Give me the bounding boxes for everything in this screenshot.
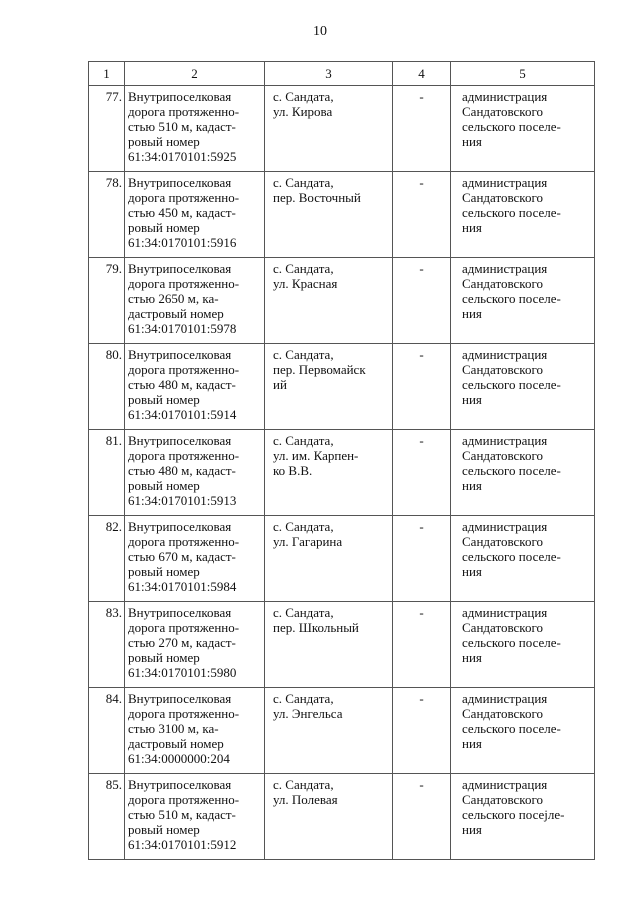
cell-line: ния (462, 478, 482, 493)
owner-cell (451, 258, 595, 344)
cell-line: ул. им. Карпен- (273, 448, 359, 463)
cell-line: с. Сандата, (273, 519, 334, 534)
cell-line: Сандатовского (462, 448, 543, 463)
cell-line: сельского поселе- (462, 721, 561, 736)
cell-line: дорога протяженно- (128, 706, 240, 721)
column-header: 2 (125, 62, 265, 86)
column-header: 5 (451, 62, 595, 86)
row-number-cell: 81. (89, 430, 125, 516)
registry-table (88, 61, 595, 860)
cell-line: ния (462, 134, 482, 149)
owner-cell (451, 774, 595, 860)
cell-line: ния (462, 220, 482, 235)
object-name-cell (125, 172, 265, 258)
owner-cell (451, 688, 595, 774)
cell-line: с. Сандата, (273, 777, 334, 792)
cell-line: стью 480 м, кадаст- (128, 377, 236, 392)
owner-cell (451, 86, 595, 172)
object-name-cell (125, 430, 265, 516)
cell-line: Внутрипоселковая (128, 175, 232, 190)
cell-line: администрация (462, 175, 548, 190)
column-4-cell: - (393, 344, 451, 430)
cell-line: Сандатовского (462, 534, 543, 549)
cell-line: ровый номер (128, 564, 200, 579)
column-4-cell: - (393, 258, 451, 344)
cell-line: 61:34:0170101:5978 (128, 321, 237, 336)
location-cell (265, 344, 393, 430)
cell-line: стью 480 м, кадаст- (128, 463, 236, 478)
cell-line: стью 270 м, кадаст- (128, 635, 236, 650)
cell-line: ровый номер (128, 478, 200, 493)
cell-line: дорога протяженно- (128, 448, 240, 463)
cell-line: стью 510 м, кадаст- (128, 119, 236, 134)
cell-line: ко В.В. (273, 463, 313, 478)
table-row (89, 688, 595, 774)
cell-line: стью 2650 м, ка- (128, 291, 219, 306)
row-number-cell: 79. (89, 258, 125, 344)
page-number: 10 (313, 24, 327, 39)
cell-line: Внутрипоселковая (128, 691, 232, 706)
cell-line: ий (273, 377, 287, 392)
table-row (89, 172, 595, 258)
cell-line: пер. Восточный (273, 190, 361, 205)
location-cell (265, 258, 393, 344)
owner-cell (451, 430, 595, 516)
cell-line: дорога протяженно- (128, 620, 240, 635)
cell-line: ровый номер (128, 650, 200, 665)
cell-line: ния (462, 392, 482, 407)
object-name-cell (125, 516, 265, 602)
cell-line: дорога протяженно- (128, 190, 240, 205)
table-header-row (89, 62, 595, 86)
row-number-cell: 84. (89, 688, 125, 774)
cell-line: 61:34:0170101:5914 (128, 407, 237, 422)
object-name-cell (125, 774, 265, 860)
cell-line: сельского поселе- (462, 463, 561, 478)
cell-line: администрация (462, 777, 548, 792)
location-cell (265, 430, 393, 516)
cell-line: Внутрипоселковая (128, 433, 232, 448)
cell-line: ния (462, 822, 482, 837)
cell-line: 61:34:0170101:5980 (128, 665, 237, 680)
cell-line: 61:34:0170101:5916 (128, 235, 237, 250)
table-row (89, 430, 595, 516)
location-cell (265, 688, 393, 774)
cell-line: Сандатовского (462, 792, 543, 807)
cell-line: с. Сандата, (273, 261, 334, 276)
row-number-cell: 78. (89, 172, 125, 258)
cell-line: администрация (462, 519, 548, 534)
owner-cell (451, 344, 595, 430)
cell-line: стью 3100 м, ка- (128, 721, 219, 736)
cell-line: 61:34:0170101:5913 (128, 493, 237, 508)
cell-line: ровый номер (128, 822, 200, 837)
cell-line: ул. Кирова (273, 104, 333, 119)
object-name-cell (125, 258, 265, 344)
cell-line: ния (462, 650, 482, 665)
cell-line: Сандатовского (462, 104, 543, 119)
location-cell (265, 602, 393, 688)
cell-line: 61:34:0170101:5925 (128, 149, 237, 164)
cell-line: администрация (462, 433, 548, 448)
table-row (89, 774, 595, 860)
column-4-cell: - (393, 172, 451, 258)
cell-line: с. Сандата, (273, 691, 334, 706)
cell-line: сельского поселе- (462, 291, 561, 306)
cell-line: ровый номер (128, 392, 200, 407)
row-number-cell: 80. (89, 344, 125, 430)
cell-line: 61:34:0170101:5912 (128, 837, 237, 852)
cell-line: ул. Красная (273, 276, 338, 291)
object-name-cell (125, 688, 265, 774)
table-row (89, 86, 595, 172)
column-4-cell: - (393, 430, 451, 516)
object-name-cell (125, 344, 265, 430)
cell-line: пер. Школьный (273, 620, 359, 635)
cell-line: сельского посеjле- (462, 807, 565, 822)
cell-line: ул. Полевая (273, 792, 338, 807)
cell-line: администрация (462, 605, 548, 620)
cell-line: дастровый номер (128, 306, 224, 321)
object-name-cell (125, 86, 265, 172)
cell-line: администрация (462, 261, 548, 276)
cell-line: администрация (462, 691, 548, 706)
table-row (89, 258, 595, 344)
table-row (89, 602, 595, 688)
cell-line: Сандатовского (462, 362, 543, 377)
location-cell (265, 774, 393, 860)
row-number-cell: 77. (89, 86, 125, 172)
cell-line: дорога протяженно- (128, 276, 240, 291)
cell-line: Внутрипоселковая (128, 777, 232, 792)
cell-line: сельского поселе- (462, 119, 561, 134)
row-number-cell: 85. (89, 774, 125, 860)
column-4-cell: - (393, 602, 451, 688)
cell-line: 61:34:0000000:204 (128, 751, 230, 766)
cell-line: сельского поселе- (462, 377, 561, 392)
owner-cell (451, 516, 595, 602)
cell-line: сельского поселе- (462, 635, 561, 650)
cell-line: стью 450 м, кадаст- (128, 205, 236, 220)
owner-cell (451, 172, 595, 258)
cell-line: с. Сандата, (273, 175, 334, 190)
column-header: 1 (89, 62, 125, 86)
cell-line: Сандатовского (462, 620, 543, 635)
cell-line: с. Сандата, (273, 347, 334, 362)
cell-line: пер. Первомайск (273, 362, 366, 377)
cell-line: Сандатовского (462, 276, 543, 291)
column-header: 3 (265, 62, 393, 86)
cell-line: Внутрипоселковая (128, 261, 232, 276)
location-cell (265, 516, 393, 602)
cell-line: Внутрипоселковая (128, 89, 232, 104)
row-number-cell: 83. (89, 602, 125, 688)
cell-line: администрация (462, 347, 548, 362)
location-cell (265, 172, 393, 258)
cell-line: дорога протяженно- (128, 362, 240, 377)
cell-line: ул. Гагарина (273, 534, 343, 549)
table-row (89, 516, 595, 602)
cell-line: с. Сандата, (273, 605, 334, 620)
cell-line: дорога протяженно- (128, 104, 240, 119)
row-number-cell: 82. (89, 516, 125, 602)
cell-line: ровый номер (128, 220, 200, 235)
cell-line: Сандатовского (462, 706, 543, 721)
cell-line: Внутрипоселковая (128, 605, 232, 620)
cell-line: ния (462, 306, 482, 321)
cell-line: Внутрипоселковая (128, 347, 232, 362)
column-4-cell: - (393, 774, 451, 860)
object-name-cell (125, 602, 265, 688)
cell-line: ул. Энгельса (273, 706, 343, 721)
cell-line: ния (462, 736, 482, 751)
cell-line: дорога протяженно- (128, 534, 240, 549)
cell-line: дастровый номер (128, 736, 224, 751)
cell-line: с. Сандата, (273, 89, 334, 104)
cell-line: стью 670 м, кадаст- (128, 549, 236, 564)
cell-line: Сандатовского (462, 190, 543, 205)
column-4-cell: - (393, 516, 451, 602)
table-row (89, 344, 595, 430)
cell-line: ровый номер (128, 134, 200, 149)
column-4-cell: - (393, 688, 451, 774)
cell-line: стью 510 м, кадаст- (128, 807, 236, 822)
cell-line: дорога протяженно- (128, 792, 240, 807)
cell-line: сельского поселе- (462, 205, 561, 220)
cell-line: сельского поселе- (462, 549, 561, 564)
column-4-cell: - (393, 86, 451, 172)
location-cell (265, 86, 393, 172)
cell-line: ния (462, 564, 482, 579)
cell-line: администрация (462, 89, 548, 104)
cell-line: с. Сандата, (273, 433, 334, 448)
cell-line: 61:34:0170101:5984 (128, 579, 237, 594)
column-header: 4 (393, 62, 451, 86)
owner-cell (451, 602, 595, 688)
cell-line: Внутрипоселковая (128, 519, 232, 534)
